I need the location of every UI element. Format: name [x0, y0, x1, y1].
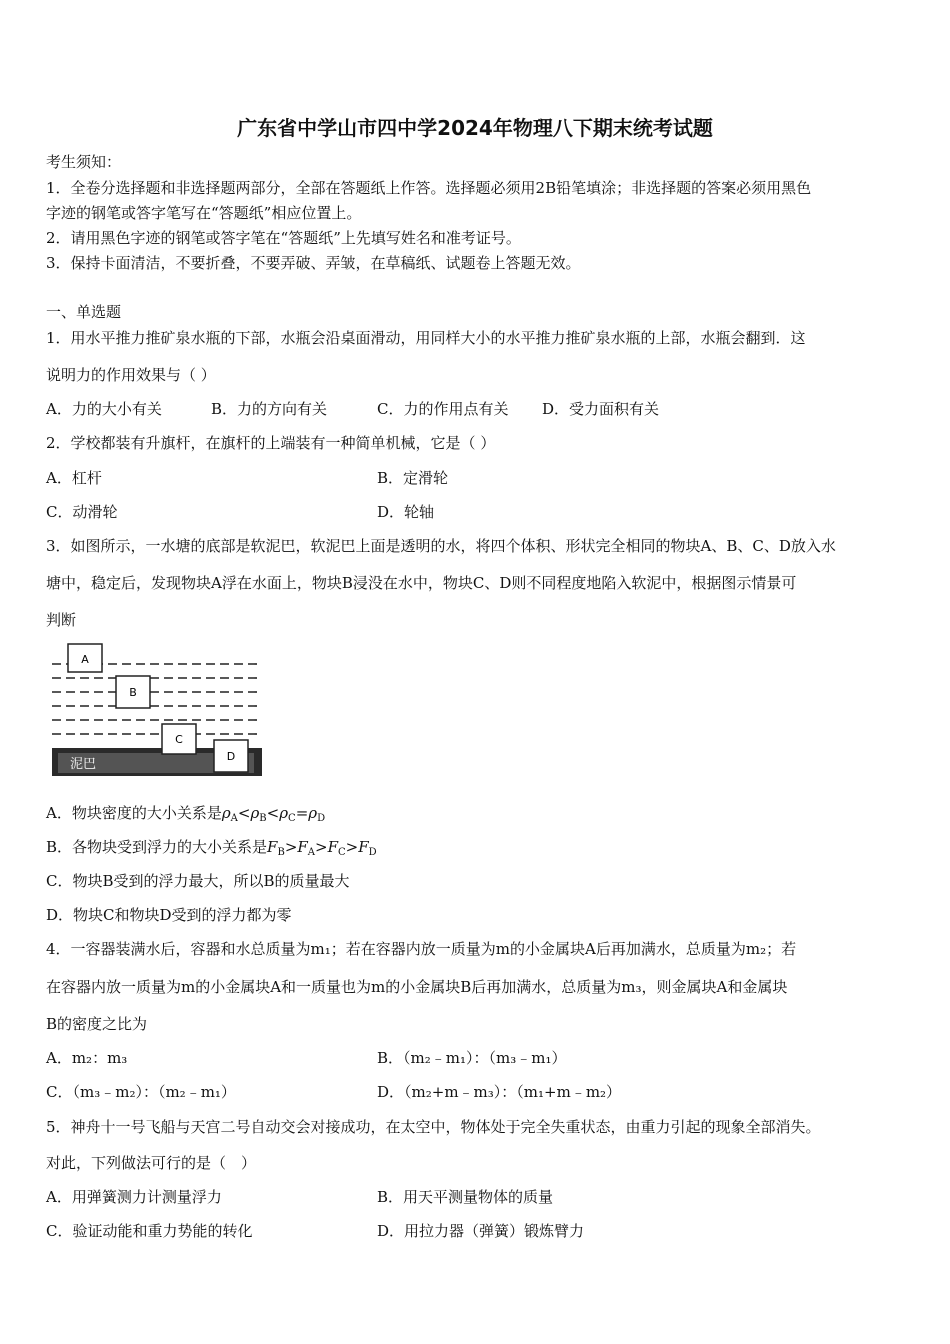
q5-option-c: C．验证动能和重力势能的转化 [46, 1222, 253, 1240]
q5-option-a: A．用弹簧测力计测量浮力 [46, 1188, 222, 1206]
mud-label: 泥巴 [70, 757, 97, 772]
q1-option-c: C．力的作用点有关 [377, 400, 509, 418]
notice-item: 2．请用黑色字迹的钢笔或答字笔在“答题纸”上先填写姓名和准考证号。 [46, 229, 521, 247]
q3-stem: 3．如图所示，一水塘的底部是软泥巴，软泥巴上面是透明的水，将四个体积、形状完全相同的物块A、B、C、D放入水 [46, 537, 836, 555]
block-c-label: C [175, 733, 183, 746]
q3-option-d: D．物块C和物块D受到的浮力都为零 [46, 906, 292, 924]
notice-item: 3．保持卡面清洁，不要折叠，不要弄破、弄皱，在草稿纸、试题卷上答题无效。 [46, 254, 581, 272]
q1-stem: 1．用水平推力推矿泉水瓶的下部，水瓶会沿桌面滑动，用同样大小的水平推力推矿泉水瓶的上部，水瓶会翻到．这 [46, 329, 806, 347]
q5-stem: 5．神舟十一号飞船与天宫二号自动交会对接成功，在太空中，物体处于完全失重状态，由重力引起的现象全部消失。 [46, 1118, 821, 1136]
q4-option-b: B．（m₂﹣m₁）：（m₃﹣m₁） [377, 1049, 567, 1067]
q1-option-d: D．受力面积有关 [542, 400, 660, 418]
page-title: 广东省中学山市四中学2024年物理八下期末统考试题 [237, 116, 713, 140]
q4-option-d: D．（m₂+m﹣m₃）：（m₁+m﹣m₂） [377, 1083, 622, 1101]
notice-heading: 考生须知： [46, 153, 122, 171]
q4-option-c: C．（m₃﹣m₂）：（m₂﹣m₁） [46, 1083, 236, 1101]
q1-option-a: A．力的大小有关 [46, 400, 162, 418]
q5-option-d: D．用拉力器（弹簧）锻炼臂力 [377, 1222, 585, 1240]
pond-figure [48, 640, 266, 780]
q3-option-a: A．物块密度的大小关系是$\rho_A<\rho_B<\rho_C=\rho_D$ [46, 804, 326, 824]
q5-stem: 对此，下列做法可行的是（ ） [46, 1154, 257, 1172]
q4-stem: 4．一容器装满水后，容器和水总质量为m₁；若在容器内放一质量为m的小金属块A后再加满水，总质量为m₂；若 [46, 940, 797, 958]
q3-stem: 判断 [46, 611, 77, 629]
block-a-label: A [81, 653, 89, 666]
notice-item: 1．全卷分选择题和非选择题两部分，全部在答题纸上作答。选择题必须用2B铅笔填涂；非选择题的答案必须用黑色 [46, 179, 812, 197]
q4-stem: 在容器内放一质量为m的小金属块A和一质量也为m的小金属块B后再加满水，总质量为m₃，则金属块A和金属块 [46, 978, 788, 996]
q1-stem: 说明力的作用效果与（ ） [46, 366, 216, 384]
section-heading: 一、单选题 [46, 303, 122, 321]
q4-stem: B的密度之比为 [46, 1015, 148, 1033]
q2-option-c: C．动滑轮 [46, 503, 118, 521]
q2-option-b: B．定滑轮 [377, 469, 449, 487]
water-lines [52, 664, 262, 734]
q2-option-a: A．杠杆 [46, 469, 102, 487]
q2-option-d: D．轮轴 [377, 503, 435, 521]
q3-stem: 塘中，稳定后，发现物块A浮在水面上，物块B浸没在水中，物块C、D则不同程度地陷入软泥中，根据图示情景可 [46, 574, 797, 592]
q3-option-c: C．物块B受到的浮力最大，所以B的质量最大 [46, 872, 350, 890]
q1-option-b: B．力的方向有关 [211, 400, 328, 418]
block-b-label: B [129, 686, 137, 699]
q3-option-b: B．各物块受到浮力的大小关系是$F_B>F_A>F_C>F_D$ [46, 838, 377, 858]
q2-stem: 2．学校都装有升旗杆，在旗杆的上端装有一种简单机械，它是（ ） [46, 434, 496, 452]
q4-option-a: A．m₂：m₃ [46, 1049, 128, 1067]
notice-item: 字迹的钢笔或答字笔写在“答题纸”相应位置上。 [46, 204, 362, 222]
q5-option-b: B．用天平测量物体的质量 [377, 1188, 554, 1206]
block-d-label: D [226, 750, 236, 763]
